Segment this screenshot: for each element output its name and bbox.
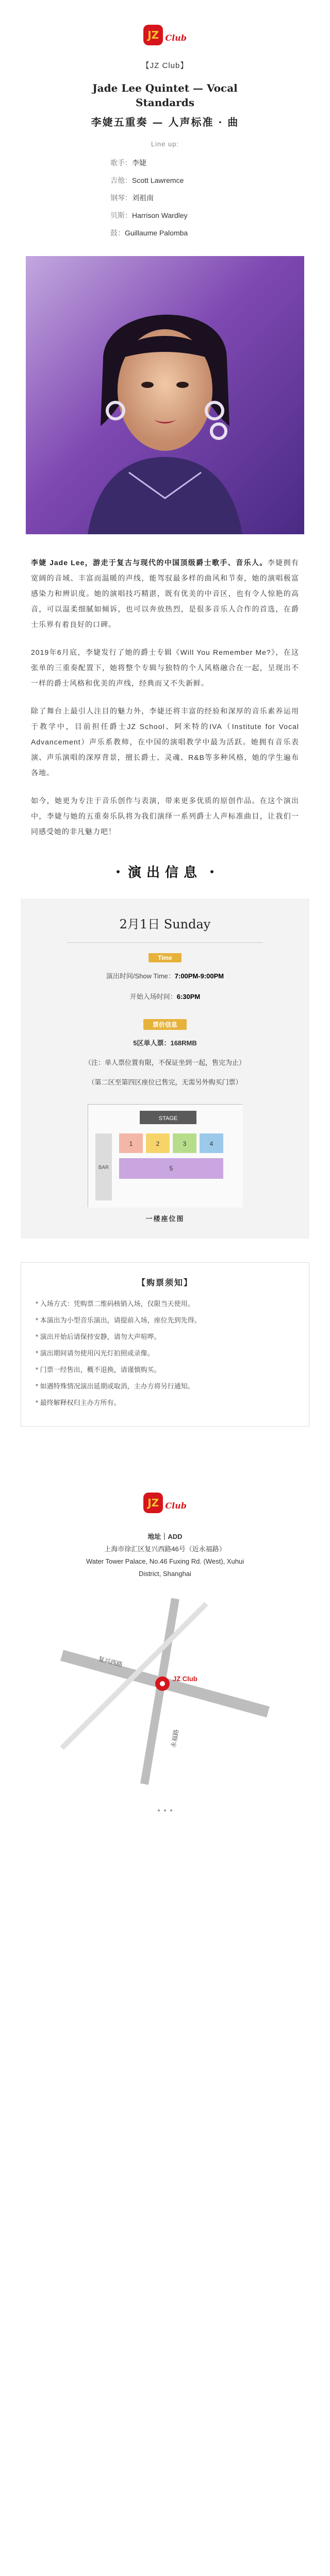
zone-label: 4 bbox=[209, 1140, 213, 1147]
lineup-name: 李婕 bbox=[132, 159, 146, 167]
page-end-dots bbox=[0, 1805, 330, 1814]
dot-icon bbox=[158, 1809, 160, 1811]
lineup-name: 刘祖南 bbox=[132, 194, 154, 202]
road-label: 复兴西路 bbox=[97, 1655, 124, 1669]
address-label bbox=[0, 1531, 330, 1543]
stage-label: STAGE bbox=[158, 1115, 178, 1122]
artist-portrait bbox=[26, 256, 304, 534]
address-label-text: 地址｜ADD bbox=[147, 1533, 183, 1540]
lineup-row bbox=[110, 224, 255, 242]
ticket-notice bbox=[21, 1262, 309, 1427]
lineup-role: 钢琴： bbox=[110, 194, 132, 202]
artist-portrait-illustration bbox=[26, 256, 304, 534]
section-title: 演出信息 bbox=[127, 865, 202, 880]
address-en-line1: Water Tower Palace, No.46 Fuxing Rd. (West), Xuhui bbox=[86, 1557, 244, 1565]
venue-address bbox=[0, 1531, 330, 1580]
logo-mark: JZ bbox=[143, 25, 163, 45]
show-time-value: 7:00PM-9:00PM bbox=[174, 972, 224, 980]
price-badge: 票价信息 bbox=[143, 1019, 187, 1030]
notice-item: * 本演出为小型音乐演出，请提前入场，座位先到先得。 bbox=[36, 1316, 201, 1324]
title-en-line1: Jade Lee Quintet — Vocal bbox=[92, 82, 238, 94]
seat-map bbox=[88, 1104, 242, 1207]
show-time-label: 演出时间/Show Time： bbox=[106, 972, 175, 980]
lineup-name: Scott Lawremce bbox=[132, 176, 184, 184]
lineup-role: 贝斯： bbox=[110, 211, 132, 219]
bio-paragraph bbox=[31, 555, 299, 632]
notice-item: * 如遇特殊情况演出延期或取消，主办方将另行通知。 bbox=[36, 1382, 194, 1390]
show-info-card bbox=[21, 899, 309, 1239]
seat-map-caption: 一楼座位图 bbox=[145, 1215, 185, 1223]
zone-label: 1 bbox=[129, 1140, 133, 1147]
price-main: 5区单人票：168RMB bbox=[133, 1039, 197, 1047]
lineup-list bbox=[110, 154, 255, 242]
lineup-role: 鼓： bbox=[110, 229, 125, 237]
seat-map-diagram bbox=[88, 1105, 243, 1208]
bio-paragraph: 如今，她更为专注于音乐创作与表演，带来更多优质的原创作品。在这个演出中，李婕与她的五重奏乐队将为我们演绎一系列爵士人声标准曲目，让我们一同感受她的非凡魅力吧！ bbox=[31, 796, 299, 836]
price-line bbox=[21, 1037, 309, 1049]
notice-list bbox=[36, 1297, 294, 1410]
header bbox=[0, 0, 330, 71]
dot-icon bbox=[164, 1809, 166, 1811]
lineup-role: 吉他： bbox=[110, 176, 132, 184]
jz-club-logo bbox=[143, 1486, 187, 1519]
price-note: （注：单人票位置有限，不保证坐到一起，售完为止） bbox=[84, 1059, 245, 1066]
address-en-line2: District, Shanghai bbox=[139, 1570, 191, 1578]
brand-line: 【JZ Club】 bbox=[141, 61, 189, 70]
bio-intro-rest: 李婕拥有宽阔的音域、丰富而温暖的声线，能驾驭最多样的曲风和节奏，她的演唱极富感染力和辨识度。她的演唱技巧精湛，既有优美的中音区，也有令人惊艳的高音，可以温柔细腻如倾诉，也可以奔放热烈，是很多音乐人合作的首选，在爵士乐界有着良好的口碑。 bbox=[31, 558, 300, 629]
logo-mark: JZ bbox=[143, 1493, 163, 1513]
title-cn: 李婕五重奏 — 人声标准 · 曲 bbox=[91, 116, 239, 128]
section-heading bbox=[0, 862, 330, 881]
bullet-dot-icon bbox=[117, 870, 120, 873]
zone-label: 5 bbox=[169, 1165, 173, 1172]
lineup-name: Harrison Wardley bbox=[132, 211, 188, 219]
bar-label: BAR bbox=[98, 1165, 109, 1171]
lineup-row bbox=[110, 189, 255, 207]
lineup-label: Line up: bbox=[151, 140, 179, 148]
notice-item: * 演出开始后请保持安静，请勿大声喧哗。 bbox=[36, 1333, 161, 1341]
notice-title: 【购票须知】 bbox=[137, 1279, 193, 1287]
bio-paragraph: 除了舞台上最引人注目的魅力外，李婕还将丰富的经验和深厚的音乐素养运用于教学中，目前担任爵士JZ School、阿米特的IVA（Institute for Vocal Advancement）声乐系教师，在中国的演唱教学中最为活跃。她拥有音乐表演、声乐演唱的深厚背景，擅长爵士、灵魂、R&B等多种风格，她的学生遍布各地。 bbox=[31, 707, 299, 777]
venue-map bbox=[52, 1594, 278, 1789]
door-time-label: 开始入场时间： bbox=[129, 993, 177, 1001]
venue-map-diagram bbox=[52, 1594, 278, 1789]
bullet-dot-icon bbox=[210, 870, 213, 873]
time-badge: Time bbox=[148, 953, 182, 962]
door-time-value: 6:30PM bbox=[176, 993, 201, 1001]
venue-pin-center bbox=[160, 1681, 165, 1686]
place-label: JZ Club bbox=[173, 1675, 197, 1683]
notice-item: * 最终解释权归主办方所有。 bbox=[36, 1399, 121, 1406]
notice-item: * 门票一经售出，概不退换，请谨慎购买。 bbox=[36, 1366, 161, 1374]
dot-icon bbox=[170, 1809, 172, 1811]
lineup-row bbox=[110, 207, 255, 224]
lineup-role: 歌手： bbox=[110, 159, 132, 167]
footer-logo bbox=[0, 1468, 330, 1519]
notice-item: * 演出期间请勿使用闪光灯拍照或录像。 bbox=[36, 1349, 154, 1357]
artist-bio bbox=[31, 555, 299, 839]
price-note: （第二区至第四区座位已售完，无需另外购买门票） bbox=[88, 1078, 242, 1086]
event-title bbox=[0, 81, 330, 129]
door-time-line bbox=[21, 990, 309, 1004]
lineup-row bbox=[110, 172, 255, 189]
zone-label: 2 bbox=[156, 1140, 160, 1147]
logo-script: Club bbox=[165, 1500, 187, 1511]
title-en-line2: Standards bbox=[136, 96, 194, 109]
address-cn: 上海市徐汇区复兴西路46号（近永福路） bbox=[104, 1545, 226, 1553]
bio-paragraph: 2019年6月底，李婕发行了她的爵士专辑《Will You Remember Me?》，在这张单的三重奏配置下，她将整个专辑与独特的个人风格融合在一起，呈现出不一样的爵士风格和优美的声线，经典而又不失新鲜。 bbox=[31, 648, 299, 687]
divider bbox=[67, 942, 263, 943]
bio-intro-bold: 李婕 Jade Lee，游走于复古与现代的中国顶级爵士歌手、音乐人。 bbox=[31, 558, 268, 567]
logo-script: Club bbox=[165, 32, 187, 43]
jz-club-logo bbox=[143, 19, 187, 52]
notice-item: * 入场方式：凭购票二维码核销入场，仅限当天使用。 bbox=[36, 1300, 194, 1308]
road-label: 永福路 bbox=[170, 1728, 180, 1749]
show-date: 2月1日 Sunday bbox=[119, 917, 211, 931]
zone-label: 3 bbox=[183, 1140, 187, 1147]
show-time-line bbox=[21, 970, 309, 983]
lineup-row bbox=[110, 154, 255, 172]
lineup-name: Guillaume Palomba bbox=[125, 229, 188, 237]
